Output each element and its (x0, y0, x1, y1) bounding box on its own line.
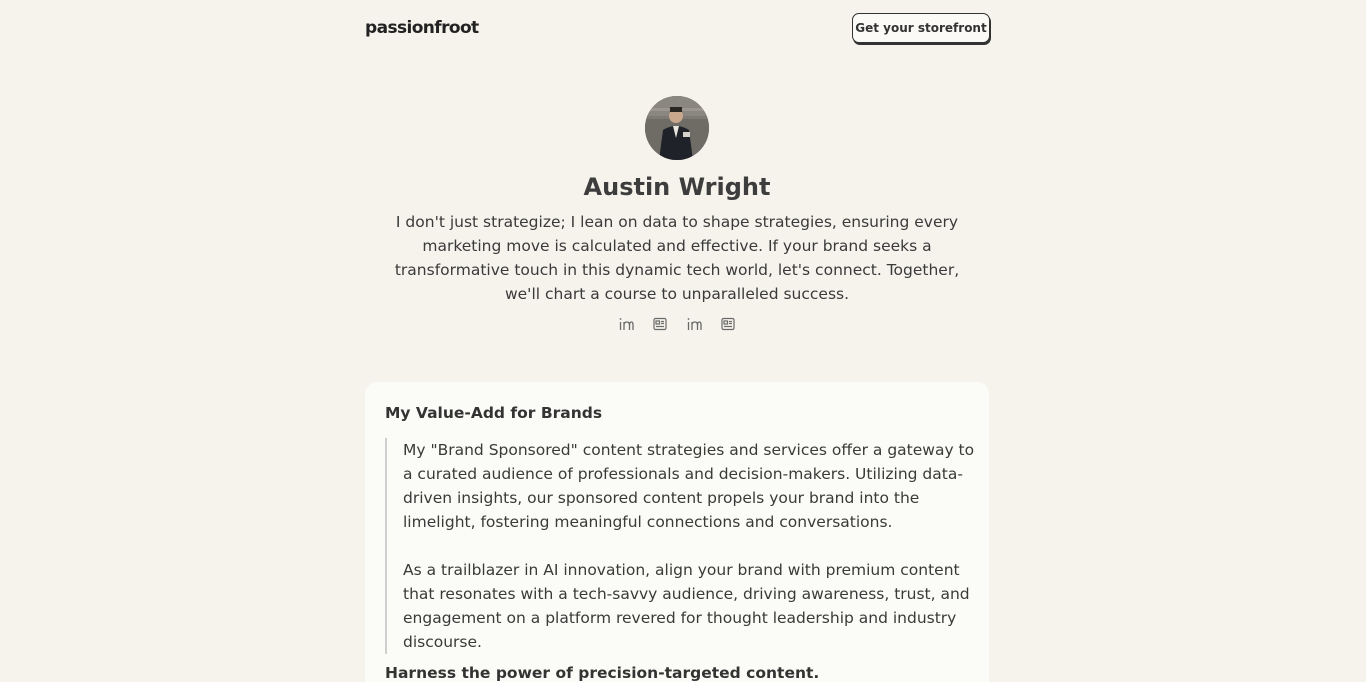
value-paragraph: My "Brand Sponsored" content strategies and services offer a gateway to a curated audience of professionals and decision-makers. Utilizing data-driven insights, our sponsored content propels your brand into the limelight, fostering meaningful connections and conversations. (403, 441, 975, 531)
newsletter-icon[interactable] (720, 316, 736, 332)
profile-bio: I don't just strategize; I lean on data to shape strategies, ensuring every marketing move is calculated and effective. If your brand seeks a transformative touch in this dynamic tech world, let's connect. Together, we'll chart a course to unparalleled success. (394, 213, 960, 303)
profile-name: Austin Wright (583, 173, 771, 201)
avatar (645, 96, 709, 160)
get-storefront-button[interactable]: Get your storefront (852, 13, 990, 43)
linkedin-icon[interactable] (686, 316, 702, 332)
logo[interactable]: passionfroot (365, 18, 479, 38)
value-add-card (365, 382, 989, 682)
card-tagline: Harness the power of precision-targeted content. (385, 664, 820, 682)
value-quote (385, 438, 975, 654)
newsletter-icon[interactable] (652, 316, 668, 332)
social-links (0, 316, 1354, 332)
header (365, 13, 990, 45)
value-paragraph: As a trailblazer in AI innovation, align your brand with premium content that resonates with a tech-savvy audience, driving awareness, trust, and engagement on a platform revered for thought leadership and industry discourse. (403, 561, 970, 651)
linkedin-icon[interactable] (618, 316, 634, 332)
avatar-photo (645, 96, 709, 160)
profile-section (0, 96, 1354, 332)
card-title: My Value-Add for Brands (385, 404, 603, 422)
